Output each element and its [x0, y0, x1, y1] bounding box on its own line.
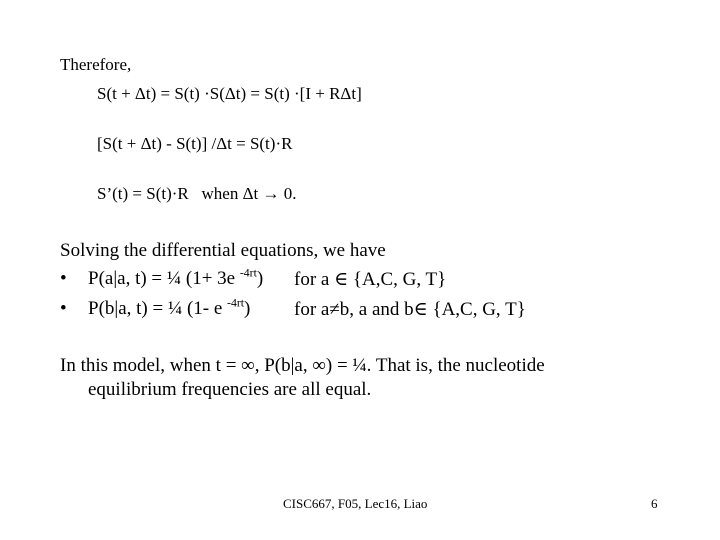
- bullet-expression: P(b|a, t) = ¼ (1- e $^{-4rt}$): [88, 296, 251, 319]
- therefore-label: Therefore,: [60, 55, 132, 74]
- model-text-line-2: equilibrium frequencies are all equal.: [88, 379, 372, 400]
- bullet-mark: •: [60, 268, 67, 289]
- bullet-item-1: [0, 268, 720, 294]
- model-text-line-1: In this model, when t = ∞, P(b|a, ∞) = ¼. That is, the nucleotide: [60, 355, 545, 376]
- footer-text: CISC667, F05, Lec16, Liao: [283, 496, 428, 511]
- solving-heading: Solving the differential equations, we have: [60, 240, 386, 261]
- bullet-condition: for a ∈ {A,C, G, T}: [294, 269, 447, 290]
- equation-3: S’(t) = S(t)·R when Δt → 0.: [97, 184, 297, 203]
- equation-1: S(t + Δt) = S(t) ·S(Δt) = S(t) ·[I + RΔt]: [97, 84, 362, 103]
- bullet-mark: •: [60, 298, 67, 319]
- page-number: 6: [651, 496, 658, 511]
- bullet-item-2: [0, 298, 720, 324]
- bullet-expression: P(a|a, t) = ¼ (1+ 3e $^{-4rt}$): [88, 266, 264, 289]
- bullet-condition: for a≠b, a and b∈ {A,C, G, T}: [294, 299, 526, 320]
- equation-2: [S(t + Δt) - S(t)] /Δt = S(t)·R: [97, 134, 293, 153]
